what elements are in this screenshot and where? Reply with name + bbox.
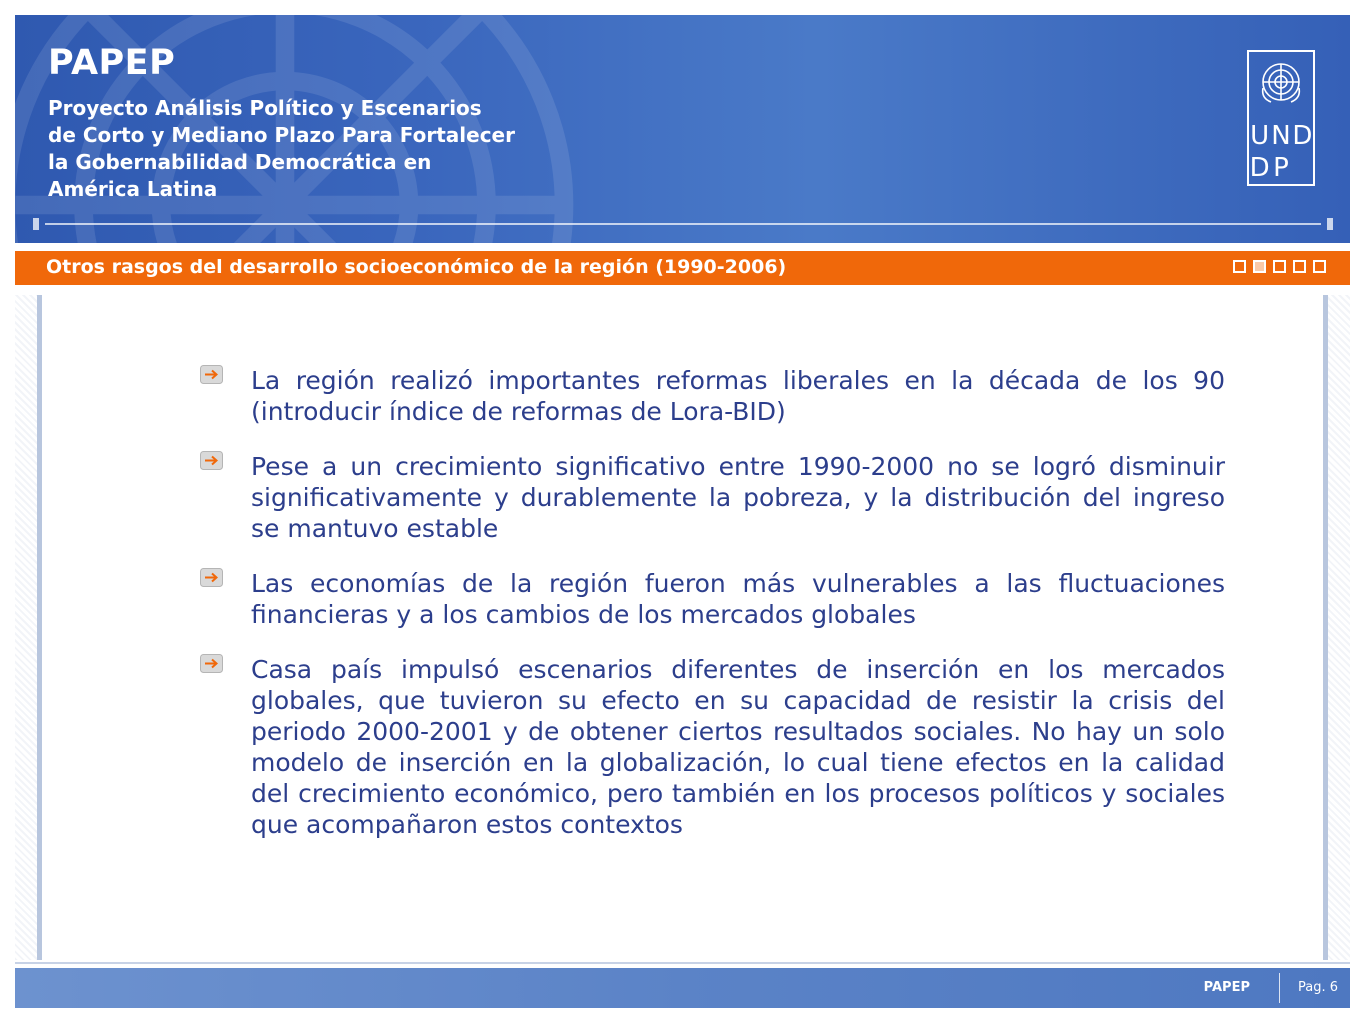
- logo-letter: [1292, 152, 1313, 184]
- bullet-list: [200, 365, 1225, 864]
- right-stripe: [1323, 295, 1328, 960]
- section-title-bar: [15, 251, 1350, 285]
- arrow-right-icon: [200, 365, 224, 385]
- pagination-square[interactable]: [1233, 260, 1246, 273]
- logo-letter: P: [1273, 153, 1289, 183]
- slide-content: [15, 295, 1350, 960]
- header-banner: [15, 15, 1350, 243]
- arrow-right-icon: [200, 568, 224, 588]
- slide-pagination: [1233, 260, 1326, 273]
- pagination-square[interactable]: [1313, 260, 1326, 273]
- pagination-square[interactable]: [1273, 260, 1286, 273]
- pagination-square[interactable]: [1293, 260, 1306, 273]
- bullet-text: Casa país impulsó escenarios diferentes de inserción en los mercados globales, que tuvieron su efecto en su capacidad de resistir la crisis del periodo 2000-2001 y de obtener ciertos resultados sociales. No hay un solo modelo de inserción en la globalización, lo cual tiene efectos en la calidad del crecimiento económico, pero también en los procesos políticos y sociales que acompañaron estos contextos: [251, 655, 1225, 839]
- header-divider: [33, 218, 1333, 230]
- list-item: [200, 654, 1225, 840]
- subtitle-line: Proyecto Análisis Político y Escenarios: [48, 96, 482, 120]
- bullet-text: Las economías de la región fueron más vulnerables a las fluctuaciones financieras y a los cambios de los mercados globales: [251, 569, 1225, 629]
- logo-letter: D: [1292, 121, 1313, 151]
- project-subtitle: [48, 95, 515, 203]
- footer-divider: [15, 962, 1350, 964]
- bullet-text: La región realizó importantes reformas liberales en la década de los 90 (introducir índice de reformas de Lora-BID): [251, 366, 1225, 426]
- pagination-square-active[interactable]: [1253, 260, 1266, 273]
- arrow-right-icon: [200, 451, 224, 471]
- logo-letter: U: [1250, 121, 1270, 151]
- logo-letter: D: [1249, 153, 1270, 183]
- brand-title: PAPEP: [48, 43, 176, 83]
- footer-brand: PAPEP: [1203, 980, 1250, 995]
- divider-line: [45, 223, 1321, 225]
- list-item: [200, 451, 1225, 544]
- footer-bar: [15, 968, 1350, 1008]
- subtitle-line: América Latina: [48, 177, 218, 201]
- section-title: Otros rasgos del desarrollo socioeconómico de la región (1990-2006): [46, 256, 787, 278]
- un-emblem-icon: [1257, 58, 1305, 106]
- logo-letter: N: [1271, 121, 1291, 151]
- undp-logo: [1247, 50, 1315, 186]
- left-stripe: [37, 295, 42, 960]
- bullet-text: Pese a un crecimiento significativo entre 1990-2000 no se logró disminuir significativamente y durablemente la pobreza, y la distribución del ingreso se mantuvo estable: [251, 452, 1225, 543]
- subtitle-line: de Corto y Mediano Plazo Para Fortalecer: [48, 123, 515, 147]
- arrow-right-icon: [200, 654, 224, 674]
- page-number: Pag. 6: [1297, 980, 1338, 995]
- list-item: [200, 568, 1225, 630]
- divider-tick-left: [33, 218, 39, 230]
- list-item: [200, 365, 1225, 427]
- undp-letters: [1249, 120, 1313, 184]
- divider-tick-right: [1327, 218, 1333, 230]
- footer-separator: [1279, 973, 1280, 1003]
- subtitle-line: la Gobernabilidad Democrática en: [48, 150, 432, 174]
